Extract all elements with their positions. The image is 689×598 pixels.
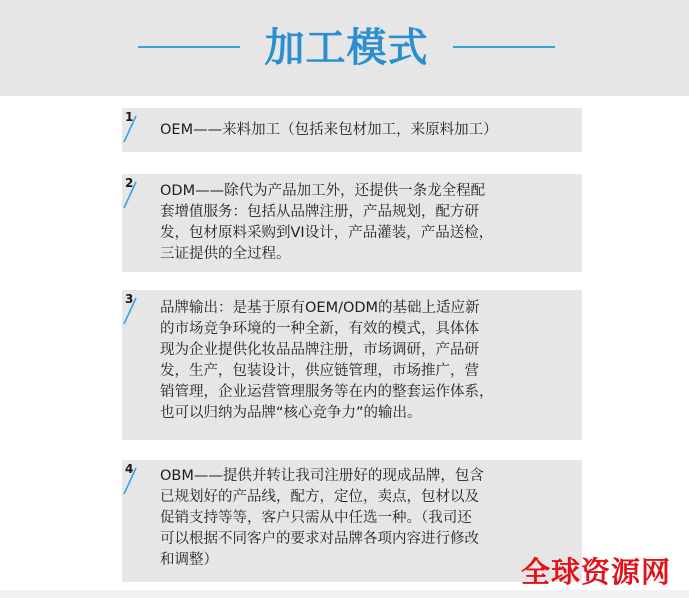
watermark-logo: 全球资源网 xyxy=(521,555,672,589)
card-text: OEM——来料加工（包括来包材加工，来原料加工） xyxy=(160,122,498,138)
title-rule-left xyxy=(138,46,240,48)
header-band xyxy=(0,0,689,96)
mode-card-4 xyxy=(122,460,582,582)
card-number: 1 xyxy=(125,110,134,124)
page-title: 加工模式 xyxy=(264,25,429,71)
card-text: OBM——提供并转让我司注册好的现成品牌，包含 已规划好的产品线，配方，定位，卖点，包材以及 促销支持等等，客户只需从中任选一种。（我司还 可以根据不同客户的要求对品牌各项内容进行修改 和调整） xyxy=(160,468,484,568)
card-text: 品牌输出：是基于原有OEM/ODM的基础上适应新 的市场竞争环境的一种全新，有效的模式，具体体 现为企业提供化妆品品牌注册，市场调研，产品研 发，生产，包装设计，供应链管理，市场推广，营 销管理，企业运营管理服务等在内的整套运作体系， 也可以归纳为品牌“核心竞争力”的输出。 xyxy=(160,300,494,421)
card-text: ODM——除代为产品加工外，还提供一条龙全程配 套增值服务：包括从品牌注册，产品规划，配方研 发，包材原料采购到VI设计，产品灌装，产品送检， 三证提供的全过程。 xyxy=(160,183,494,262)
mode-card-2 xyxy=(122,174,582,272)
card-number: 4 xyxy=(125,462,134,476)
card-number: 2 xyxy=(125,176,134,190)
mode-card-1 xyxy=(122,108,582,152)
title-rule-right xyxy=(453,46,555,48)
mode-card-3 xyxy=(122,290,582,440)
card-number: 3 xyxy=(125,292,134,306)
